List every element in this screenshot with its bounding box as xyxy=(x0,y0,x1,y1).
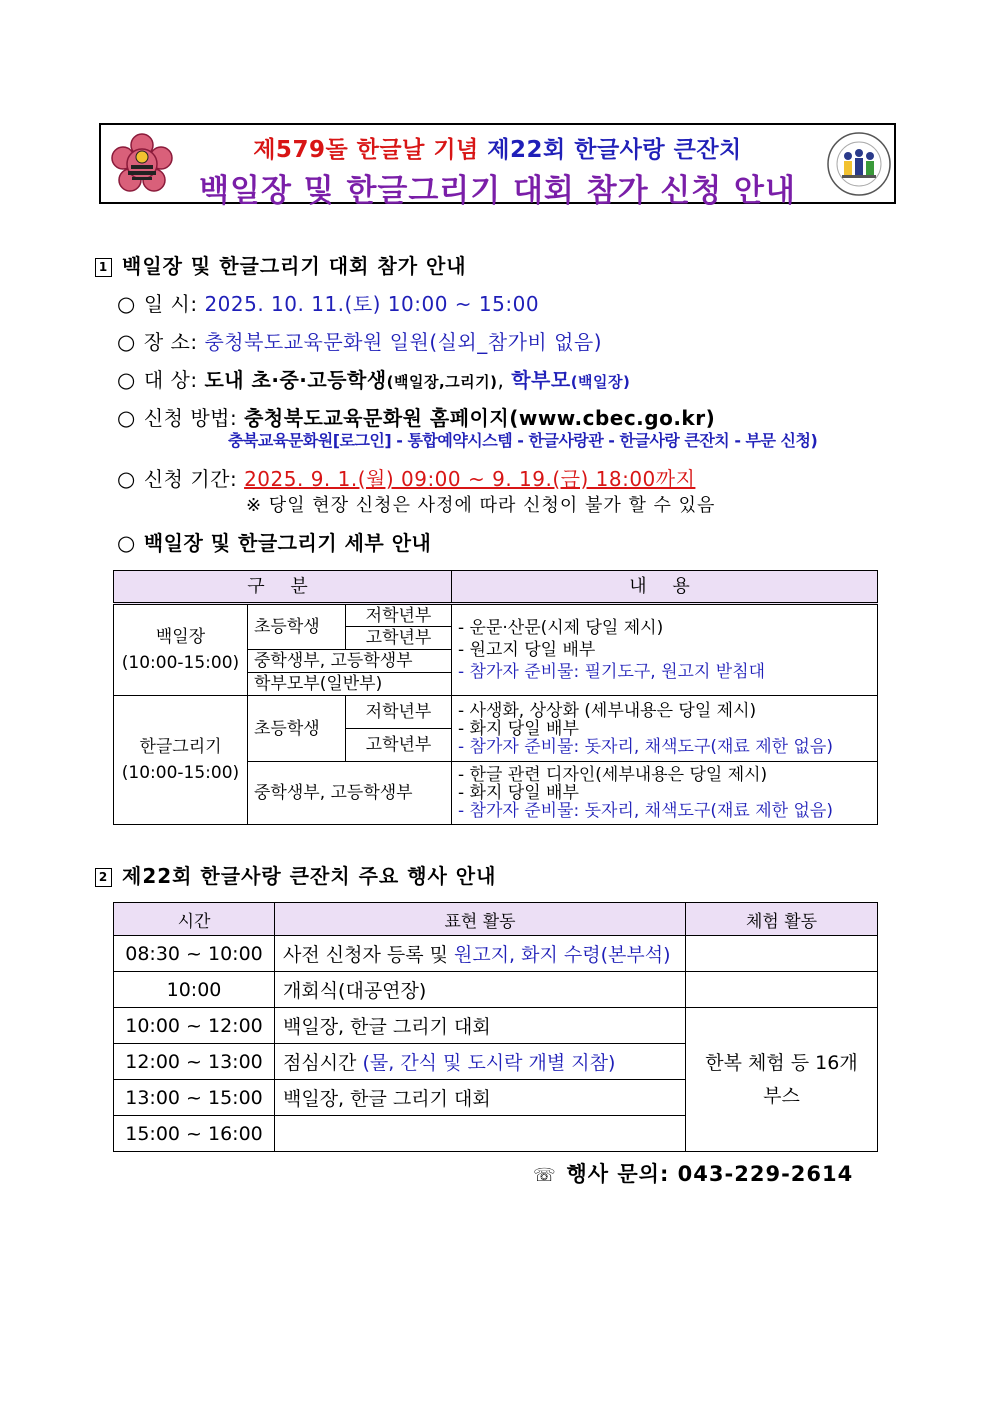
elem-cell: 초등학생 xyxy=(248,604,346,650)
circle-bullet-icon: ○ xyxy=(117,531,136,555)
experience-booths-cell: 한복 체험 등 16개 부스 xyxy=(686,1008,878,1152)
circle-bullet-icon: ○ xyxy=(117,292,136,316)
title-line-2: 백일장 및 한글그리기 대회 참가 신청 안내 xyxy=(199,173,796,209)
header-activity: 표현 활동 xyxy=(275,903,686,936)
place-label: 장 소: xyxy=(143,330,198,354)
low-grade-cell: 저학년부 xyxy=(346,696,452,729)
education-culture-center-logo-icon xyxy=(826,131,892,197)
time-cell: 15:00 ~ 16:00 xyxy=(114,1116,275,1152)
section-2-title: 제22회 한글사랑 큰잔치 주요 행사 안내 xyxy=(122,864,497,888)
target-label: 대 상: xyxy=(143,368,198,392)
target-line: ○ 대 상: 도내 초·중·고등학생(백일장,그리기), 학부모(백일장) xyxy=(117,368,631,392)
low-grade-cell: 저학년부 xyxy=(346,604,452,627)
title-line-1: 제579돌 한글날 기념 제22회 한글사랑 큰잔치 xyxy=(253,137,742,163)
header-experience: 체험 활동 xyxy=(686,903,878,936)
period-value: 2025. 9. 1.(월) 09:00 ~ 9. 19.(금) 18:00까지 xyxy=(244,467,696,491)
circle-bullet-icon: ○ xyxy=(117,406,136,430)
table-row xyxy=(114,972,878,1008)
activity-cell: 사전 신청자 등록 및 원고지, 화지 수령(본부석) xyxy=(275,936,686,972)
time-cell: 10:00 ~ 12:00 xyxy=(114,1008,275,1044)
place-value: 충청북도교육문화원 일원(실외_참가비 없음) xyxy=(204,330,603,354)
section-number-box: 2 xyxy=(95,868,112,887)
mid-high-cell: 중학생부, 고등학생부 xyxy=(248,762,452,825)
activity-cell: 점심시간 (물, 간식 및 도시락 개별 지참) xyxy=(275,1044,686,1080)
circle-bullet-icon: ○ xyxy=(117,330,136,354)
drawing-cell: 한글그리기 (10:00-15:00) xyxy=(114,696,248,825)
time-cell: 12:00 ~ 13:00 xyxy=(114,1044,275,1080)
detail-heading xyxy=(117,527,431,556)
experience-cell xyxy=(686,936,878,972)
table-row xyxy=(114,1008,878,1044)
date-line xyxy=(117,288,539,317)
target-parents: 학부모 xyxy=(511,368,571,392)
title-box xyxy=(99,123,896,209)
target-students: 도내 초·중·고등학생 xyxy=(204,368,387,392)
table-row xyxy=(114,604,878,627)
activity-cell: 백일장, 한글 그리기 대회 xyxy=(275,1080,686,1116)
place-line xyxy=(117,326,602,355)
method-line xyxy=(117,402,715,431)
elem-cell: 초등학생 xyxy=(248,696,346,762)
mid-high-cell: 중학생부, 고등학생부 xyxy=(248,650,452,673)
table-header-row xyxy=(114,571,878,604)
date-label: 일 시: xyxy=(143,292,198,316)
phone-icon: ☏ xyxy=(533,1165,557,1186)
time-cell: 10:00 xyxy=(114,972,275,1008)
baekiljang-cell: 백일장 (10:00-15:00) xyxy=(114,604,248,696)
table-row xyxy=(114,936,878,972)
activity-cell: 개회식(대공연장) xyxy=(275,972,686,1008)
time-cell: 08:30 ~ 10:00 xyxy=(114,936,275,972)
method-path: 충북교육문화원[로그인] - 통합예약시스템 - 한글사랑관 - 한글사랑 큰잔치 - 부문 신청) xyxy=(228,431,818,450)
schedule-table xyxy=(113,902,878,1152)
drawing-elem-content: - 사생화, 상상화 (세부내용은 당일 제시) - 화지 당일 배부 - 참가자 준비물: 돗자리, 채색도구(재료 제한 없음) xyxy=(452,696,878,762)
period-note: ※ 당일 현장 신청은 사정에 따라 신청이 불가 할 수 있음 xyxy=(246,495,716,516)
period-label: 신청 기간: xyxy=(143,467,238,491)
table-row xyxy=(114,696,878,729)
section-1-title: 백일장 및 한글그리기 대회 참가 안내 xyxy=(122,254,467,278)
activity-cell: 백일장, 한글 그리기 대회 xyxy=(275,1008,686,1044)
contact-text: 행사 문의: 043-229-2614 xyxy=(566,1162,854,1186)
drawing-mid-content: - 한글 관련 디자인(세부내용은 당일 제시) - 화지 당일 배부 - 참가자 준비물: 돗자리, 채색도구(재료 제한 없음) xyxy=(452,762,878,825)
table-header-row xyxy=(114,903,878,936)
high-grade-cell: 고학년부 xyxy=(346,729,452,762)
section-1-heading xyxy=(95,250,467,279)
target-students-note: (백일장,그리기) xyxy=(386,373,498,391)
detail-title: 백일장 및 한글그리기 세부 안내 xyxy=(143,531,432,555)
section-number-box: 1 xyxy=(95,258,112,277)
method-label: 신청 방법: xyxy=(143,406,238,430)
period-line xyxy=(117,463,695,492)
header-time: 시간 xyxy=(114,903,275,936)
method-value: 충청북도교육문화원 홈페이지(www.cbec.go.kr) xyxy=(244,406,716,430)
section-2-heading xyxy=(95,860,496,889)
date-value: 2025. 10. 11.(토) 10:00 ~ 15:00 xyxy=(204,292,540,316)
header-category: 구 분 xyxy=(114,571,452,604)
high-grade-cell: 고학년부 xyxy=(346,627,452,650)
contact-line xyxy=(533,1158,853,1188)
activity-cell xyxy=(275,1116,686,1152)
time-cell: 13:00 ~ 15:00 xyxy=(114,1080,275,1116)
header-content: 내 용 xyxy=(452,571,878,604)
parent-cell: 학부모부(일반부) xyxy=(248,673,452,696)
experience-cell xyxy=(686,972,878,1008)
circle-bullet-icon: ○ xyxy=(117,368,136,392)
contest-detail-table xyxy=(113,570,878,825)
target-parents-note: (백일장) xyxy=(570,373,631,391)
circle-bullet-icon: ○ xyxy=(117,467,136,491)
baekiljang-content: - 운문·산문(시제 당일 제시) - 원고지 당일 배부 - 참가자 준비물: 필기도구, 원고지 받침대 xyxy=(452,604,878,696)
